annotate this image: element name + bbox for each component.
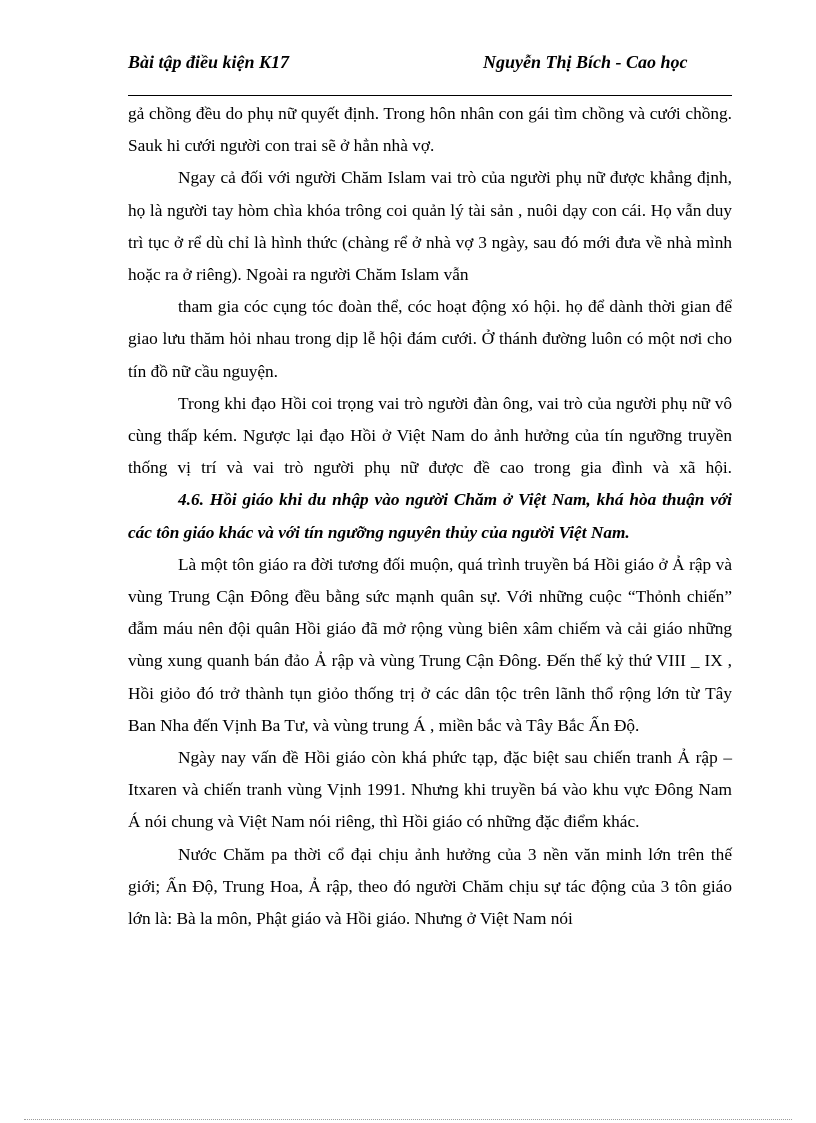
page-header [128, 50, 732, 96]
paragraph: Trong khi đạo Hồi coi trọng vai trò người đàn ông, vai trò của người phụ nữ vô cùng thấp kém. Ngược lại đạo Hồi ở Việt Nam do ảnh hưởng của tín ngưỡng truyền thống vị trí và vai trò người phụ nữ được đề cao trong gia đình và xã hội. [128, 393, 732, 478]
footer-divider [24, 1119, 792, 1120]
paragraph-continued: gả chồng đều do phụ nữ quyết định. Trong hôn nhân con gái tìm chồng và cưới chồng. Sauk hi cưới người con trai sẽ ở hẳn nhà vợ. [128, 104, 732, 156]
paragraph: Ngay cả đối với người Chăm Islam vai trò của người phụ nữ được khẳng định, họ là người tay hòm chìa khóa trông coi quản lý tài sản , nuôi dạy con cái. Họ vẫn duy trì tục ở rể dù chỉ là hình thức (chàng rể ở nhà vợ 3 ngày, sau đó mới đưa về nhà mình hoặc ra ở riêng). Ngoài ra người Chăm Islam vẫn [128, 168, 732, 285]
header-divider [128, 95, 732, 96]
paragraph: Ngày nay vấn đề Hồi giáo còn khá phức tạp, đặc biệt sau chiến tranh Ả rập – Itxaren và chiến tranh vùng Vịnh 1991. Nhưng khi truyền bá vào khu vực Đông Nam Á nói chung và Việt Nam nói riêng, thì Hồi giáo có những đặc điểm khác. [128, 748, 732, 832]
paragraph: Là một tôn giáo ra đời tương đối muộn, quá trình truyền bá Hồi giáo ở Ả rập và vùng Trung Cận Đông đều bằng sức mạnh quân sự. Với những cuộc “Thỏnh chiến” đẫm máu nên đội quân Hồi giáo đã mở rộng vùng biên xâm chiếm và cải giáo những vùng xung quanh bán đảo Ả rập và vùng Trung Cận Đông. Đến thế kỷ thứ VIII _ IX , Hồi giỏo đó trở thành tụn giỏo thống trị ở các dân tộc trên lãnh thổ rộng lớn từ Tây Ban Nha đến Vịnh Ba Tư, và vùng trung Á , miền bắc và Tây Bắc Ấn Độ. [128, 554, 732, 735]
header-left-text: Bài tập điều kiện K17 [128, 52, 290, 72]
paragraph: Nước Chăm pa thời cổ đại chịu ảnh hưởng của 3 nền văn minh lớn trên thế giới; Ấn Độ, Trung Hoa, Ả rập, theo đó người Chăm chịu sự tác động của 3 tôn giáo lớn là: Bà la môn, Phật giáo và Hồi giáo. Nhưng ở Việt Nam nói [128, 844, 732, 929]
header-right-text: Nguyễn Thị Bích - Cao học [483, 52, 688, 72]
document-body [128, 98, 732, 935]
section-heading: 4.6. Hồi giáo khi du nhập vào người Chăm ở Việt Nam, khá hòa thuận với các tôn giáo khác và với tín ngưỡng nguyên thủy của người Việt Nam. [128, 490, 732, 542]
paragraph: tham gia cóc cụng tóc đoàn thể, cóc hoạt động xó hội. họ để dành thời gian để giao lưu thăm hỏi nhau trong dịp lễ hội đám cưới. Ở thánh đường luôn có một nơi cho tín đồ nữ cầu nguyện. [128, 297, 732, 381]
